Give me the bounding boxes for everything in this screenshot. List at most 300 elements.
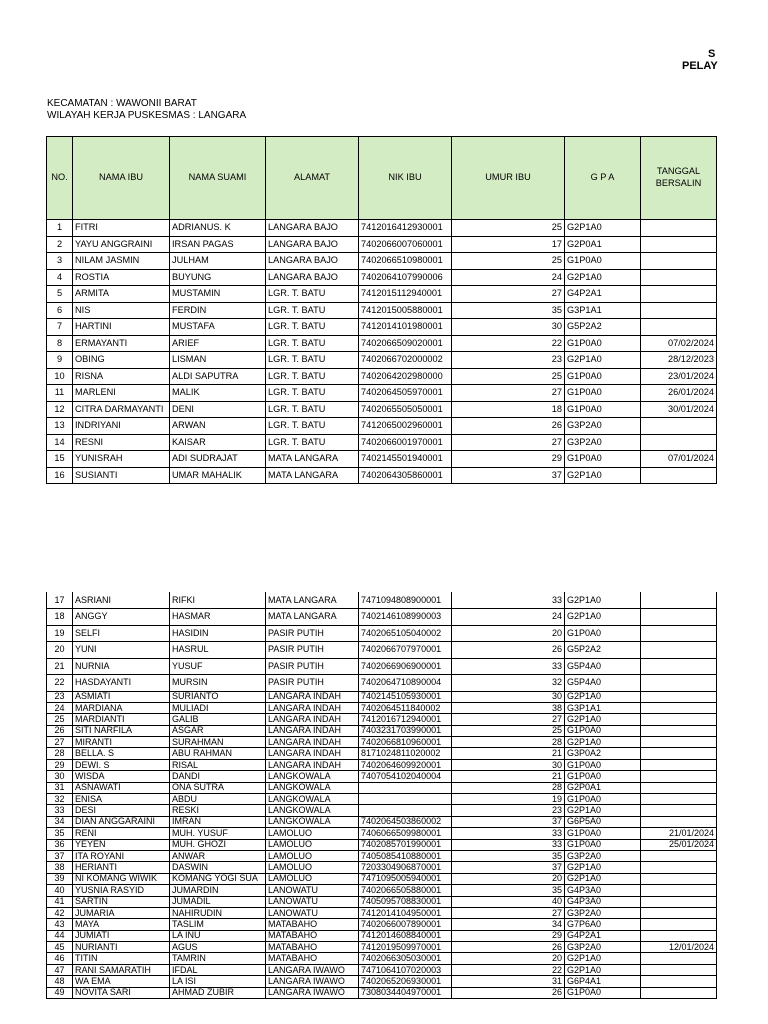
table-cell: ARWAN bbox=[170, 418, 266, 435]
table-row bbox=[47, 691, 717, 702]
table-cell: 29 bbox=[452, 930, 565, 941]
table-row bbox=[47, 725, 717, 736]
table-cell: G1P0A0 bbox=[565, 625, 641, 642]
table-cell: NURNIA bbox=[73, 658, 170, 675]
table-cell bbox=[641, 658, 717, 675]
table-cell: 48 bbox=[47, 976, 73, 987]
table-cell: 27 bbox=[452, 434, 565, 451]
table-cell: LANGKOWALA bbox=[266, 771, 359, 782]
table-cell bbox=[641, 434, 717, 451]
table-cell: FITRI bbox=[73, 220, 170, 237]
table-cell: G6P5A0 bbox=[565, 816, 641, 827]
table-row bbox=[47, 816, 717, 827]
table-cell: 26 bbox=[452, 942, 565, 953]
table-cell bbox=[641, 467, 717, 484]
table-cell: 36 bbox=[47, 839, 73, 850]
table-cell: 30 bbox=[47, 771, 73, 782]
table-row bbox=[47, 873, 717, 884]
table-cell: G1P0A0 bbox=[565, 385, 641, 402]
table-row bbox=[47, 335, 717, 352]
wilayah-label: WILAYAH KERJA PUSKESMAS : LANGARA bbox=[47, 110, 247, 121]
table-cell: ONA SUTRA bbox=[170, 782, 266, 793]
table-cell: ROSTIA bbox=[73, 269, 170, 286]
table-cell: ASGAR bbox=[170, 725, 266, 736]
table-cell bbox=[641, 642, 717, 659]
table-cell: HASMAR bbox=[170, 609, 266, 626]
table-cell: G3P2A0 bbox=[565, 907, 641, 918]
table-cell: 7402066702000002 bbox=[359, 352, 452, 369]
table-cell: 49 bbox=[47, 987, 73, 998]
table-cell: 07/01/2024 bbox=[641, 451, 717, 468]
table-cell: SARTIN bbox=[73, 896, 170, 907]
table-cell: AHMAD ZUBIR bbox=[170, 987, 266, 998]
table-cell: 25 bbox=[452, 368, 565, 385]
table-cell: 21 bbox=[47, 658, 73, 675]
table-cell: LANGARA INDAH bbox=[266, 737, 359, 748]
table-cell: 27 bbox=[452, 286, 565, 303]
table-cell: 24 bbox=[452, 609, 565, 626]
table-cell bbox=[641, 930, 717, 941]
table-cell: MATA LANGARA bbox=[266, 609, 359, 626]
table-cell: ALDI SAPUTRA bbox=[170, 368, 266, 385]
table-cell: 7402064202980000 bbox=[359, 368, 452, 385]
table-cell: 7471095005940001 bbox=[359, 873, 452, 884]
table-cell: 30 bbox=[452, 759, 565, 770]
table-cell: TAMRIN bbox=[170, 953, 266, 964]
table-cell: LANGARA IWAWO bbox=[266, 964, 359, 975]
table-cell: 44 bbox=[47, 930, 73, 941]
table-cell: LANGARA INDAH bbox=[266, 691, 359, 702]
table-cell: 19 bbox=[452, 794, 565, 805]
table-cell: KAISAR bbox=[170, 434, 266, 451]
table-row bbox=[47, 253, 717, 270]
table-cell: G7P6A0 bbox=[565, 919, 641, 930]
table-cell: G1P0A0 bbox=[565, 987, 641, 998]
table-cell: 32 bbox=[452, 675, 565, 692]
table-row bbox=[47, 964, 717, 975]
table-cell: 7402066007890001 bbox=[359, 919, 452, 930]
table-cell bbox=[641, 873, 717, 884]
table-cell: LANGKOWALA bbox=[266, 816, 359, 827]
table-cell: LANGARA INDAH bbox=[266, 702, 359, 713]
table-cell: MARDIANA bbox=[73, 702, 170, 713]
table-cell: MARLENI bbox=[73, 385, 170, 402]
table-cell: MURSIN bbox=[170, 675, 266, 692]
table-cell: 6 bbox=[47, 302, 73, 319]
table-cell: BELLA. S bbox=[73, 748, 170, 759]
table-cell bbox=[641, 794, 717, 805]
col-header-alamat: ALAMAT bbox=[266, 137, 359, 220]
table-row bbox=[47, 919, 717, 930]
table-cell: LISMAN bbox=[170, 352, 266, 369]
table-cell: 7412014608840001 bbox=[359, 930, 452, 941]
table-cell: 17 bbox=[452, 236, 565, 253]
table-cell: MUSTAFA bbox=[170, 319, 266, 336]
table-cell: MATA LANGARA bbox=[266, 467, 359, 484]
table-cell: ERMAYANTI bbox=[73, 335, 170, 352]
table-row bbox=[47, 385, 717, 402]
table-row bbox=[47, 467, 717, 484]
table-row bbox=[47, 942, 717, 953]
table-cell: LANOWATU bbox=[266, 896, 359, 907]
table-cell: 24 bbox=[452, 269, 565, 286]
table-row bbox=[47, 220, 717, 237]
table-cell: 35 bbox=[452, 850, 565, 861]
table-cell: 7402066001970001 bbox=[359, 434, 452, 451]
table-cell: LAMOLUO bbox=[266, 873, 359, 884]
table-cell: 7402065105040002 bbox=[359, 625, 452, 642]
table-cell bbox=[641, 592, 717, 609]
table-cell: 25 bbox=[452, 220, 565, 237]
table-row bbox=[47, 609, 717, 626]
table-cell: SELFI bbox=[73, 625, 170, 642]
table-cell: 38 bbox=[452, 702, 565, 713]
table-cell: 16 bbox=[47, 467, 73, 484]
table-cell bbox=[641, 319, 717, 336]
table-row bbox=[47, 896, 717, 907]
table-cell: YUSNIA RASYID bbox=[73, 885, 170, 896]
table-cell: 38 bbox=[47, 862, 73, 873]
table-cell: ASMIATI bbox=[73, 691, 170, 702]
table-cell: 40 bbox=[47, 885, 73, 896]
table-cell: G2P1A0 bbox=[565, 691, 641, 702]
table-cell bbox=[641, 302, 717, 319]
table-cell: OBING bbox=[73, 352, 170, 369]
table-cell: 45 bbox=[47, 942, 73, 953]
table-row bbox=[47, 658, 717, 675]
table-cell: G4P2A1 bbox=[565, 930, 641, 941]
table-cell: G3P2A0 bbox=[565, 942, 641, 953]
table-cell: 3 bbox=[47, 253, 73, 270]
table-cell: G1P0A0 bbox=[565, 828, 641, 839]
table-cell: 28 bbox=[452, 782, 565, 793]
table-cell: 24 bbox=[47, 702, 73, 713]
table-cell: 7412016712940001 bbox=[359, 714, 452, 725]
table-cell: LAMOLUO bbox=[266, 862, 359, 873]
table-cell: YUNI bbox=[73, 642, 170, 659]
table-row bbox=[47, 782, 717, 793]
table-cell: 7402066505880001 bbox=[359, 885, 452, 896]
table-cell: 37 bbox=[47, 850, 73, 861]
table-row bbox=[47, 850, 717, 861]
table-cell: NURIANTI bbox=[73, 942, 170, 953]
table-row bbox=[47, 953, 717, 964]
table-cell: YUSUF bbox=[170, 658, 266, 675]
table-cell: 27 bbox=[47, 737, 73, 748]
table-cell: 26 bbox=[47, 725, 73, 736]
table-cell: G1P0A0 bbox=[565, 253, 641, 270]
table-cell: 23 bbox=[47, 691, 73, 702]
table-cell: G4P3A0 bbox=[565, 896, 641, 907]
table-cell bbox=[359, 794, 452, 805]
table-cell: 7412015005880001 bbox=[359, 302, 452, 319]
table-cell: HERIANTI bbox=[73, 862, 170, 873]
table-cell: G6P4A1 bbox=[565, 976, 641, 987]
table-cell: PASIR PUTIH bbox=[266, 625, 359, 642]
table-cell: 21 bbox=[452, 748, 565, 759]
table-cell: 25 bbox=[47, 714, 73, 725]
table-cell: 28 bbox=[452, 737, 565, 748]
maternal-table-page2 bbox=[46, 592, 717, 999]
table-cell: HASRUL bbox=[170, 642, 266, 659]
table-cell: 7402066810960001 bbox=[359, 737, 452, 748]
table-cell bbox=[641, 759, 717, 770]
table-cell: LANGARA BAJO bbox=[266, 253, 359, 270]
table-cell: G5P2A2 bbox=[565, 319, 641, 336]
table-cell bbox=[641, 625, 717, 642]
table-cell: 7412019509970001 bbox=[359, 942, 452, 953]
table-cell bbox=[641, 748, 717, 759]
table-row bbox=[47, 805, 717, 816]
table-cell: MATA LANGARA bbox=[266, 592, 359, 609]
table-cell bbox=[641, 691, 717, 702]
table-cell: LGR. T. BATU bbox=[266, 434, 359, 451]
table-cell: DESI bbox=[73, 805, 170, 816]
table-cell: G1P0A0 bbox=[565, 335, 641, 352]
table-cell: JUMIATI bbox=[73, 930, 170, 941]
table-cell: LGR. T. BATU bbox=[266, 352, 359, 369]
table-cell: G1P0A0 bbox=[565, 401, 641, 418]
table-row bbox=[47, 352, 717, 369]
table-cell: G5P2A2 bbox=[565, 642, 641, 659]
table-cell: SITI NARFILA bbox=[73, 725, 170, 736]
table-cell: LANGKOWALA bbox=[266, 805, 359, 816]
table-cell: LGR. T. BATU bbox=[266, 302, 359, 319]
table-cell: 42 bbox=[47, 907, 73, 918]
table-cell: 35 bbox=[47, 828, 73, 839]
table-cell: G1P0A0 bbox=[565, 451, 641, 468]
table-cell: ADI SUDRAJAT bbox=[170, 451, 266, 468]
table-cell: 23/01/2024 bbox=[641, 368, 717, 385]
table-cell: LANGARA INDAH bbox=[266, 748, 359, 759]
table-cell: 20 bbox=[452, 873, 565, 884]
table-cell bbox=[641, 953, 717, 964]
table-cell: G2P1A0 bbox=[565, 592, 641, 609]
table-cell: G2P0A1 bbox=[565, 236, 641, 253]
table-cell: RANI SAMARATIH bbox=[73, 964, 170, 975]
table-cell: 27 bbox=[452, 907, 565, 918]
table-cell: LANGARA INDAH bbox=[266, 714, 359, 725]
table-cell: 7402064503860002 bbox=[359, 816, 452, 827]
table-row bbox=[47, 418, 717, 435]
table-cell: 7402065505050001 bbox=[359, 401, 452, 418]
table-cell: 23 bbox=[452, 805, 565, 816]
table-cell: 20 bbox=[47, 642, 73, 659]
table-cell: G2P1A0 bbox=[565, 737, 641, 748]
table-cell: 7402066906900001 bbox=[359, 658, 452, 675]
table-cell: 43 bbox=[47, 919, 73, 930]
table-cell: G1P0A0 bbox=[565, 368, 641, 385]
table-cell: 33 bbox=[47, 805, 73, 816]
table-cell: 7406066509980001 bbox=[359, 828, 452, 839]
table-cell: ABU RAHMAN bbox=[170, 748, 266, 759]
table-cell: DASWIN bbox=[170, 862, 266, 873]
table-cell: ARIEF bbox=[170, 335, 266, 352]
table-cell: LANOWATU bbox=[266, 885, 359, 896]
table-cell: YEYEN bbox=[73, 839, 170, 850]
table-cell: LANGARA IWAWO bbox=[266, 976, 359, 987]
table-cell bbox=[641, 220, 717, 237]
table-cell: 7412015112940001 bbox=[359, 286, 452, 303]
table-cell: 39 bbox=[47, 873, 73, 884]
table-cell: JULHAM bbox=[170, 253, 266, 270]
table-cell: GALIB bbox=[170, 714, 266, 725]
table-row bbox=[47, 642, 717, 659]
table-cell: SURAHMAN bbox=[170, 737, 266, 748]
table-cell: 25/01/2024 bbox=[641, 839, 717, 850]
table-row bbox=[47, 987, 717, 998]
table-row bbox=[47, 748, 717, 759]
table-cell: ABDU bbox=[170, 794, 266, 805]
table-cell: G1P0A0 bbox=[565, 759, 641, 770]
table-cell: G3P0A2 bbox=[565, 748, 641, 759]
table-cell: 25 bbox=[452, 253, 565, 270]
table-cell: G1P0A0 bbox=[565, 839, 641, 850]
table-row bbox=[47, 592, 717, 609]
table-cell: 26/01/2024 bbox=[641, 385, 717, 402]
table-cell: MULIADI bbox=[170, 702, 266, 713]
table-cell: 7407054102040004 bbox=[359, 771, 452, 782]
table-cell: 37 bbox=[452, 862, 565, 873]
table-cell: 37 bbox=[452, 467, 565, 484]
table-cell: LANGARA BAJO bbox=[266, 269, 359, 286]
table-cell: DANDI bbox=[170, 771, 266, 782]
table-cell: NILAM JASMIN bbox=[73, 253, 170, 270]
table-cell: G1P0A0 bbox=[565, 725, 641, 736]
table-cell: 30/01/2024 bbox=[641, 401, 717, 418]
table-cell: 26 bbox=[452, 418, 565, 435]
table-cell: IFDAL bbox=[170, 964, 266, 975]
table-row bbox=[47, 759, 717, 770]
table-cell: 21/01/2024 bbox=[641, 828, 717, 839]
table-cell: LGR. T. BATU bbox=[266, 319, 359, 336]
table-cell: TITIN bbox=[73, 953, 170, 964]
col-header-nama-ibu: NAMA IBU bbox=[73, 137, 170, 220]
table-cell: G2P1A0 bbox=[565, 873, 641, 884]
table-cell: MUH. YUSUF bbox=[170, 828, 266, 839]
col-header-nik-ibu: NIK IBU bbox=[359, 137, 452, 220]
table-cell: 31 bbox=[452, 976, 565, 987]
table-row bbox=[47, 839, 717, 850]
table-cell: G4P2A1 bbox=[565, 286, 641, 303]
table-cell: G2P1A0 bbox=[565, 714, 641, 725]
table-cell bbox=[641, 816, 717, 827]
table-cell: 40 bbox=[452, 896, 565, 907]
table-cell: NI KOMANG WIWIK bbox=[73, 873, 170, 884]
table-cell: LA ISI bbox=[170, 976, 266, 987]
table-cell bbox=[641, 771, 717, 782]
table-cell: LANGKOWALA bbox=[266, 794, 359, 805]
table-cell: 7405085410880001 bbox=[359, 850, 452, 861]
table-cell: 7402064305860001 bbox=[359, 467, 452, 484]
table-cell: NIS bbox=[73, 302, 170, 319]
table-cell: LANGARA BAJO bbox=[266, 220, 359, 237]
report-title-line2: PELAY bbox=[682, 60, 718, 72]
table-cell: 7402065206930001 bbox=[359, 976, 452, 987]
table-cell bbox=[641, 782, 717, 793]
table-cell: G3P1A1 bbox=[565, 302, 641, 319]
table-cell: G3P2A0 bbox=[565, 434, 641, 451]
table-cell: 13 bbox=[47, 418, 73, 435]
table-row bbox=[47, 930, 717, 941]
table-cell: 7403231703990001 bbox=[359, 725, 452, 736]
table-cell bbox=[641, 253, 717, 270]
table-cell bbox=[641, 850, 717, 861]
table-cell: G4P3A0 bbox=[565, 885, 641, 896]
table-cell: BUYUNG bbox=[170, 269, 266, 286]
table-cell: RESKI bbox=[170, 805, 266, 816]
table-cell: 7203304906870001 bbox=[359, 862, 452, 873]
table-cell: G2P1A0 bbox=[565, 269, 641, 286]
table-cell: LANGKOWALA bbox=[266, 782, 359, 793]
table-cell: 7471064107020003 bbox=[359, 964, 452, 975]
col-header-no: NO. bbox=[47, 137, 73, 220]
table-cell: G2P0A1 bbox=[565, 782, 641, 793]
table-cell: 21 bbox=[452, 771, 565, 782]
table-cell: INDRIYANI bbox=[73, 418, 170, 435]
table-cell: 9 bbox=[47, 352, 73, 369]
table-cell: TASLIM bbox=[170, 919, 266, 930]
table-cell: G2P1A0 bbox=[565, 220, 641, 237]
table-cell: 14 bbox=[47, 434, 73, 451]
table-cell: DENI bbox=[170, 401, 266, 418]
table-cell: 27 bbox=[452, 714, 565, 725]
table-cell: LANGARA BAJO bbox=[266, 236, 359, 253]
table-cell: ANGGY bbox=[73, 609, 170, 626]
table-row bbox=[47, 675, 717, 692]
table-cell: 7402085701990001 bbox=[359, 839, 452, 850]
table-cell: 32 bbox=[47, 794, 73, 805]
table-cell: 11 bbox=[47, 385, 73, 402]
table-cell: 33 bbox=[452, 592, 565, 609]
table-row bbox=[47, 451, 717, 468]
table-cell: WA EMA bbox=[73, 976, 170, 987]
table-cell: JUMADIL bbox=[170, 896, 266, 907]
table-row bbox=[47, 885, 717, 896]
table-cell bbox=[641, 236, 717, 253]
table-cell bbox=[641, 907, 717, 918]
table-cell: LA INU bbox=[170, 930, 266, 941]
table-cell: 7402064107990006 bbox=[359, 269, 452, 286]
table-cell: UMAR MAHALIK bbox=[170, 467, 266, 484]
table-cell: DIAN ANGGARAINI bbox=[73, 816, 170, 827]
table-cell bbox=[359, 782, 452, 793]
table-cell: G2P1A0 bbox=[565, 964, 641, 975]
table-cell: MATABAHO bbox=[266, 942, 359, 953]
table-cell: 47 bbox=[47, 964, 73, 975]
table-cell: MAYA bbox=[73, 919, 170, 930]
table-cell: LAMOLUO bbox=[266, 850, 359, 861]
table-cell: G3P2A0 bbox=[565, 850, 641, 861]
table-cell: 20 bbox=[452, 953, 565, 964]
table-cell: LANGARA INDAH bbox=[266, 725, 359, 736]
table-cell: 17 bbox=[47, 592, 73, 609]
col-header-gpa: G P A bbox=[565, 137, 641, 220]
table-cell: 41 bbox=[47, 896, 73, 907]
table-cell: G1P0A0 bbox=[565, 794, 641, 805]
table-cell: 31 bbox=[47, 782, 73, 793]
table-cell: 12 bbox=[47, 401, 73, 418]
table-cell: 29 bbox=[452, 451, 565, 468]
table-cell: 29 bbox=[47, 759, 73, 770]
table-cell: JUMARIA bbox=[73, 907, 170, 918]
table-cell: 33 bbox=[452, 839, 565, 850]
table-cell: 28/12/2023 bbox=[641, 352, 717, 369]
col-header-nama-suami: NAMA SUAMI bbox=[170, 137, 266, 220]
table-row bbox=[47, 401, 717, 418]
table-cell: LGR. T. BATU bbox=[266, 385, 359, 402]
table-cell: 25 bbox=[452, 725, 565, 736]
